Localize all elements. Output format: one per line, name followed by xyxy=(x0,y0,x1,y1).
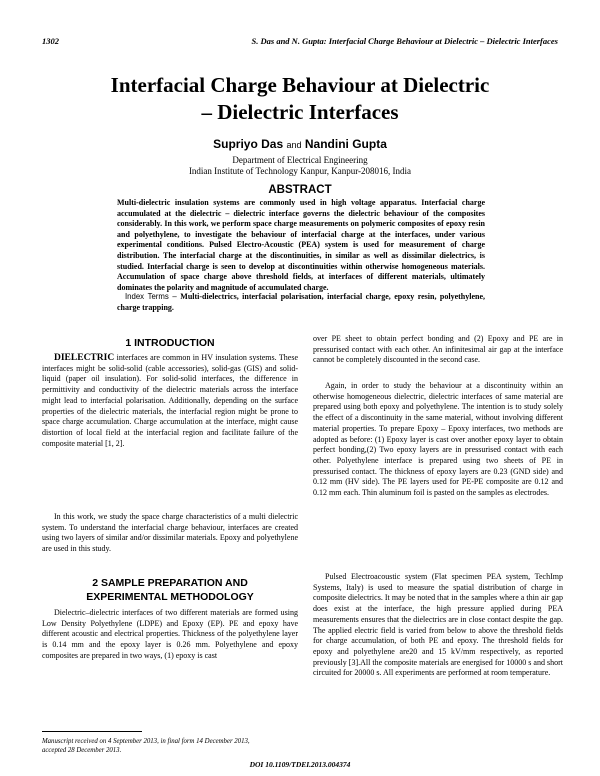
page-number: 1302 xyxy=(42,36,59,46)
section-heading-introduction: 1 INTRODUCTION xyxy=(125,337,215,349)
footnote-line-2: accepted 28 December 2013. xyxy=(42,747,122,754)
intro-paragraph-1 xyxy=(42,353,298,449)
author-name: Supriyo Das xyxy=(213,137,284,151)
affiliation-department: Department of Electrical Engineering xyxy=(232,155,368,165)
section-heading-line-1: 2 SAMPLE PREPARATION AND xyxy=(92,577,248,589)
author-name: Nandini Gupta xyxy=(304,137,387,151)
footnote-divider xyxy=(42,731,142,732)
right-paragraph-3: Pulsed Electroacoustic system (Flat specimen PEA system, TechImp Systems, Italy) is used to measure the spatial distribution of charge in composite dielectrics. It may be noted that in the samples where a thin air gap does exist at the interface, the high pressure applied during PEA measurements ensures that the dielectrics are in close contact despite the gap. The applied electric field is varied from below to above the threshold fields for charge accumulation, of both PE and epoxy. The threshold fields for epoxy and polyethylene are20 and 15 kV/mm respectively, as reported previously [3].All the composite materials are energised for 10000 s and short circuited for 20000 s. All experiments are performed at room temperature. xyxy=(313,572,563,678)
intro-paragraph-1-text: interfaces are common in HV insulation systems. These interfaces might be solid-solid (cable accessories), solid-gas (GIS) and solid-liquid (paper oil insulation). For solid-solid interfaces, the difference in permittivity and conductivity of the dielectric materials across the interface might lead to interfacial polarisation. Additionally, depending on the surface properties of the dielectric materials, the interfacial region might be prone to space charge accumulation. Charge accumulation at the interface, might cause distortion of local field at the interfacial region and facilitate failure of the composite material [1, 2]. xyxy=(42,353,298,448)
intro-paragraph-2: In this work, we study the space charge characteristics of a multi dielectric system. To understand the interfacial charge behaviour, interfaces are created using two layers of similar and/or dissimilar materials. Epoxy and polyethylene are used in this study. xyxy=(42,512,298,554)
footnote-line-1: Manuscript received on 4 September 2013, in final form 14 December 2013, xyxy=(42,738,250,745)
manuscript-footnote xyxy=(42,737,298,755)
sample-paragraph-1: Dielectric–dielectric interfaces of two different materials are formed using Low Density Polyethylene (LDPE) and Epoxy (EP). PE and epoxy have different acoustic and electrical properties. Thickness of the polyethylene layer is 0.14 mm and the epoxy layer is 0.26 mm. Polyethylene and epoxy composites are prepared in two ways, (1) epoxy is cast xyxy=(42,608,298,660)
section-heading-sample-preparation xyxy=(42,576,298,604)
running-title: S. Das and N. Gupta: Interfacial Charge Behaviour at Dielectric – Dielectric Interfaces xyxy=(251,36,558,46)
abstract-text: Multi-dielectric insulation systems are commonly used in high voltage apparatus. Interfacial charge accumulated at the dielectric – dielectric interface governs the dielectric behaviour of the composites considerably. In this work, we perform space charge measurements on polymeric composites of epoxy resin and polyethylene, to investigate the behaviour of interfacial charge at the interfaces, under various experimental conditions. Pulsed Electro-Acoustic (PEA) system is used for measurement of charge distribution. The interfacial charge at the discontinuities, in similar as well as dissimilar dielectrics, is studied. Interfacial charge is seen to develop at discontinuities within otherwise homogeneous materials. Accumulation of space charge above threshold fields, at interfaces of different materials, ultimately dominates the polarity and magnitude of accumulated charge. xyxy=(117,198,485,292)
index-terms-text: Multi-dielectrics, interfacial polarisation, interfacial charge, epoxy resin, polyethylene, charge trapping. xyxy=(117,292,486,312)
abstract-heading: ABSTRACT xyxy=(268,184,332,196)
author-conjunction: and xyxy=(286,140,302,150)
right-paragraph-1: over PE sheet to obtain perfect bonding and (2) Epoxy and PE are in pressurised contact with each other. An infinitesimal air gap at the interface cannot be completely discounted in the second case. xyxy=(313,334,563,365)
index-terms-label: Index Terms – xyxy=(125,292,177,301)
title-line-2: – Dielectric Interfaces xyxy=(201,100,399,124)
paper-title xyxy=(60,72,540,126)
dropcap-word: DIELECTRIC xyxy=(54,353,115,363)
index-terms xyxy=(117,292,485,313)
section-heading-line-2: EXPERIMENTAL METHODOLOGY xyxy=(86,591,254,603)
author-list xyxy=(0,137,600,151)
affiliation-institute: Indian Institute of Technology Kanpur, Kanpur-208016, India xyxy=(188,166,412,176)
title-line-1: Interfacial Charge Behaviour at Dielectric xyxy=(110,73,490,97)
doi: DOI 10.1109/TDEI.2013.004374 xyxy=(249,760,351,769)
right-paragraph-2: Again, in order to study the behaviour at a discontinuity within an otherwise homogeneous dielectric, dielectric interfaces of same material are prepared using both epoxy and polyethylene. The intention is to study solely the effect of a discontinuity in the same material, without involving different material properties. To prepare Epoxy – Epoxy interfaces, two methods are adopted as before: (1) Epoxy layer is cast over another epoxy layer to obtain perfect bonding,(2) Two epoxy layers are in pressurised contact with each other. Polyethylene interface is prepared using two sheets of PE in pressurised contact. The thickness of epoxy layers are 0.23 (GND side) and 0.12 mm (HV side). The PE layers used for PE-PE composite are 0.12 and 0.12 mm each. Thin aluminum foil is pasted on the samples as electrodes. xyxy=(313,381,563,498)
